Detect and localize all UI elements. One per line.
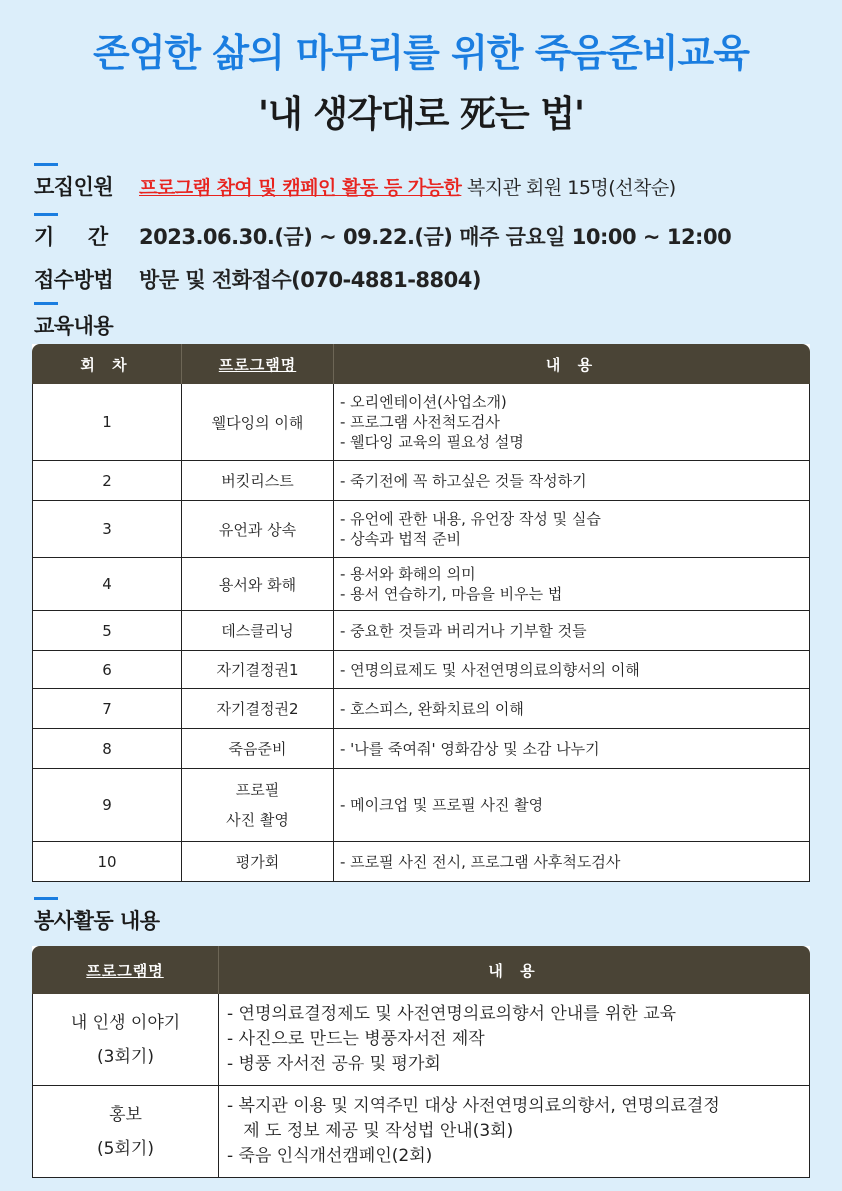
table-row (32, 558, 810, 611)
program-name: 프로필 사진 촬영 (182, 769, 334, 842)
volunteer-header-row (32, 946, 810, 994)
session-number: 5 (32, 611, 182, 651)
session-number: 7 (32, 689, 182, 729)
table-row (32, 1086, 810, 1178)
table-row (32, 689, 810, 729)
program-content: - 호스피스, 완화치료의 이해 (334, 689, 810, 729)
recruit-row (34, 168, 676, 204)
program-name: 자기결정권1 (182, 651, 334, 689)
table-row (32, 461, 810, 501)
header-program: 프로그램명 (32, 946, 219, 994)
session-number: 10 (32, 842, 182, 882)
table-row (32, 729, 810, 769)
heading-tick-mark (34, 897, 58, 900)
program-content: - 프로필 사진 전시, 프로그램 사후척도검사 (334, 842, 810, 882)
session-number: 6 (32, 651, 182, 689)
program-content: - 오리엔테이션(사업소개) - 프로그램 사전척도검사 - 웰다잉 교육의 필요성 설명 (334, 384, 810, 461)
volunteer-table (32, 946, 810, 1178)
period-value: 2023.06.30.(금) ~ 09.22.(금) 매주 금요일 10:00 ~ 12:00 (139, 225, 732, 249)
table-row (32, 384, 810, 461)
period-label: 기 간 (34, 221, 139, 251)
program-content: - 용서와 화해의 의미 - 용서 연습하기, 마음을 비우는 법 (334, 558, 810, 611)
apply-label: 접수방법 (34, 268, 114, 292)
program-name: 용서와 화해 (182, 558, 334, 611)
session-number: 2 (32, 461, 182, 501)
period-row (34, 218, 731, 254)
program-content: - 죽기전에 꼭 하고싶은 것들 작성하기 (334, 461, 810, 501)
main-title: 존엄한 삶의 마무리를 위한 죽음준비교육 (93, 31, 749, 75)
program-name: 유언과 상속 (182, 501, 334, 558)
table-row (32, 611, 810, 651)
program-content: - 연명의료결정제도 및 사전연명의료의향서 안내를 위한 교육 - 사진으로 만드는 병풍자서전 제작 - 병풍 자서전 공유 및 평가회 (219, 994, 810, 1086)
table-row (32, 769, 810, 842)
program-name: 웰다잉의 이해 (182, 384, 334, 461)
program-name: 자기결정권2 (182, 689, 334, 729)
program-name: 데스클리닝 (182, 611, 334, 651)
header-content: 내 용 (334, 344, 810, 384)
program-name: 홍보 (5회기) (32, 1086, 219, 1178)
table-row (32, 501, 810, 558)
program-content: - 유언에 관한 내용, 유언장 작성 및 실습 - 상속과 법적 준비 (334, 501, 810, 558)
session-number: 3 (32, 501, 182, 558)
program-content: - 복지관 이용 및 지역주민 대상 사전연명의료의향서, 연명의료결정 제 도 정보 제공 및 작성법 안내(3회) - 죽음 인식개선캠페인(2회) (219, 1086, 810, 1178)
header-session: 회 차 (32, 344, 182, 384)
program-name: 평가회 (182, 842, 334, 882)
label-tick-mark (34, 213, 58, 216)
table-row (32, 842, 810, 882)
education-table (32, 344, 810, 882)
program-content: - 메이크업 및 프로필 사진 촬영 (334, 769, 810, 842)
recruit-label: 모집인원 (34, 171, 139, 201)
recruit-value (139, 173, 676, 200)
table-row (32, 994, 810, 1086)
program-name: 버킷리스트 (182, 461, 334, 501)
heading-tick-mark (34, 302, 58, 305)
label-tick-mark (34, 163, 58, 166)
sub-title: '내 생각대로 死는 법' (257, 94, 585, 135)
apply-row (34, 261, 481, 297)
session-number: 1 (32, 384, 182, 461)
program-name: 내 인생 이야기 (3회기) (32, 994, 219, 1086)
recruit-rest: 복지관 회원 15명(선착순) (461, 176, 676, 199)
program-content: - '나를 죽여줘' 영화감상 및 소감 나누기 (334, 729, 810, 769)
recruit-highlight: 프로그램 참여 및 캠페인 활동 등 가능한 (139, 176, 462, 199)
session-number: 4 (32, 558, 182, 611)
program-content: - 연명의료제도 및 사전연명의료의향서의 이해 (334, 651, 810, 689)
education-heading: 교육내용 (34, 310, 113, 340)
table-row (32, 651, 810, 689)
education-header-row (32, 344, 810, 384)
header-content: 내 용 (219, 946, 810, 994)
session-number: 8 (32, 729, 182, 769)
header-program: 프로그램명 (182, 344, 334, 384)
program-name: 죽음준비 (182, 729, 334, 769)
volunteer-heading: 봉사활동 내용 (34, 905, 160, 935)
apply-value: 방문 및 전화접수(070-4881-8804) (139, 268, 481, 292)
session-number: 9 (32, 769, 182, 842)
program-content: - 중요한 것들과 버리거나 기부할 것들 (334, 611, 810, 651)
